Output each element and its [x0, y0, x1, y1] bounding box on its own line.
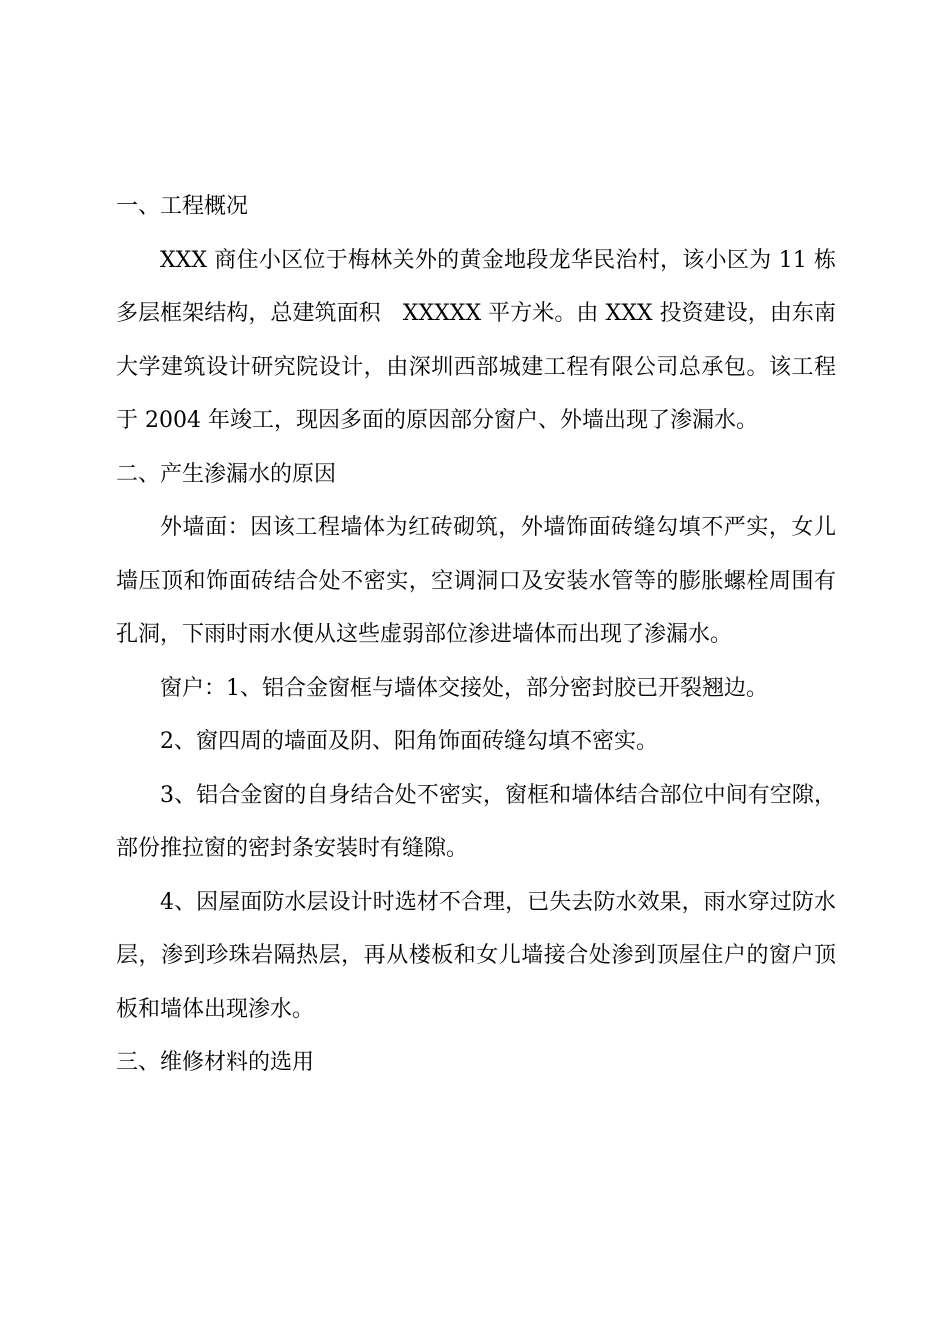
window-item-3: 3、铝合金窗的自身结合处不密实，窗框和墙体结合部位中间有空隙，部份推拉窗的密封条安装时有缝隙。 — [116, 782, 836, 861]
section-heading-overview: 一、工程概况 — [116, 194, 249, 219]
section-heading-materials: 三、维修材料的选用 — [116, 1050, 315, 1075]
window-item-4: 4、因屋面防水层设计时选材不合理，已失去防水效果，雨水穿过防水层，渗到珍珠岩隔热层，再从楼板和女儿墙接合处渗到顶屋住户的窗户顶板和墙体出现渗水。 — [116, 889, 836, 1022]
window-item-2: 2、窗四周的墙面及阴、阳角饰面砖缝勾填不密实。 — [160, 729, 658, 754]
window-item-1: 窗户：1、铝合金窗框与墙体交接处，部分密封胶已开裂翘边。 — [160, 675, 768, 701]
overview-paragraph: XXX 商住小区位于梅林关外的黄金地段龙华民治村，该小区为 11 栋多层框架结构，总建筑面积 XXXXX 平方米。由 XXX 投资建设，由东南大学建筑设计研究院设计，由深圳西部城建工程有限公司总承包。该工程于 2004 年竣工，现因多面的原因部分窗户、外墙出现了渗漏水。 — [116, 247, 836, 433]
exterior-wall-paragraph: 外墙面：因该工程墙体为红砖砌筑，外墙饰面砖缝勾填不严实，女儿墙压顶和饰面砖结合处不密实，空调洞口及安装水管等的膨胀螺栓周围有孔洞，下雨时雨水便从这些虚弱部位渗进墙体而出现了渗漏水。 — [116, 515, 836, 647]
section-heading-leakage-causes: 二、产生渗漏水的原因 — [116, 461, 337, 487]
document-body — [116, 180, 836, 1090]
